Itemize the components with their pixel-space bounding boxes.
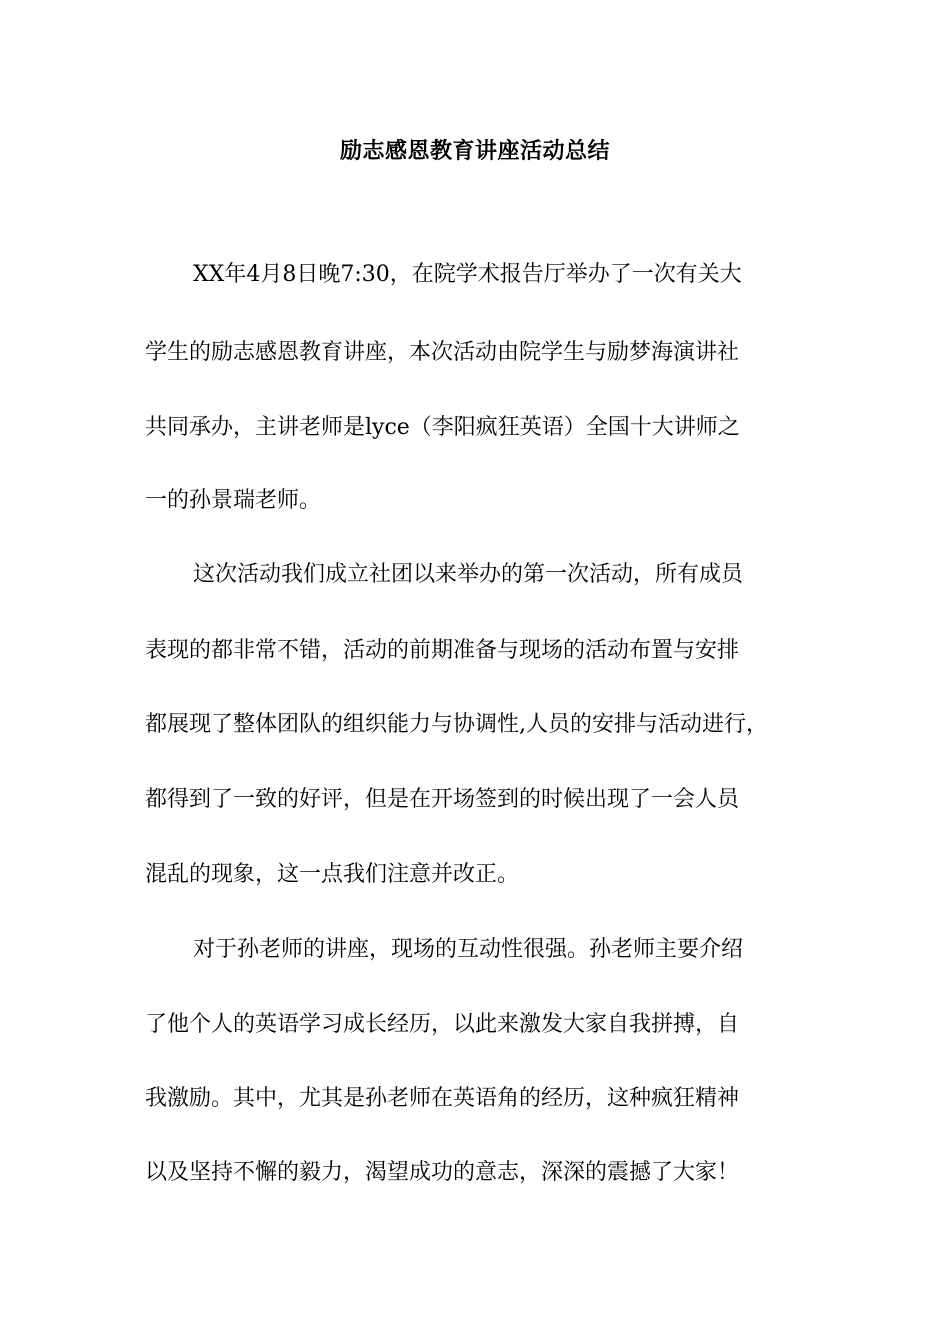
paragraph-line: 都得到了一致的好评，但是在开场签到的时候出现了一会人员 xyxy=(145,787,740,812)
paragraph-line: 一的孙景瑞老师。 xyxy=(145,488,322,513)
paragraph-line: 了他个人的英语学习成长经历，以此来激发大家自我拼搏，自 xyxy=(145,1012,740,1037)
paragraph-line: 共同承办，主讲老师是lyce（李阳疯狂英语）全国十大讲师之 xyxy=(145,415,740,440)
paragraph-line: 对于孙老师的讲座，现场的互动性很强。孙老师主要介绍 xyxy=(193,937,744,962)
paragraph-line: 都展现了整体团队的组织能力与协调性,人员的安排与活动进行， xyxy=(145,712,768,737)
paragraph-line: 表现的都非常不错，活动的前期准备与现场的活动布置与安排 xyxy=(145,638,740,663)
document-title: 励志感恩教育讲座活动总结 xyxy=(339,138,610,164)
paragraph-line: 学生的励志感恩教育讲座，本次活动由院学生与励梦海演讲社 xyxy=(145,340,740,365)
paragraph-line: 我激励。其中，尤其是孙老师在英语角的经历，这种疯狂精神 xyxy=(145,1086,740,1111)
paragraph-line: 这次活动我们成立社团以来举办的第一次活动，所有成员 xyxy=(193,562,744,587)
paragraph-line: 混乱的现象，这一点我们注意并改正。 xyxy=(145,862,520,887)
paragraph-line: 以及坚持不懈的毅力，渴望成功的意志，深深的震撼了大家！ xyxy=(145,1160,740,1185)
paragraph-line: XX年4月8日晚7:30，在院学术报告厅举办了一次有关大 xyxy=(193,262,742,287)
